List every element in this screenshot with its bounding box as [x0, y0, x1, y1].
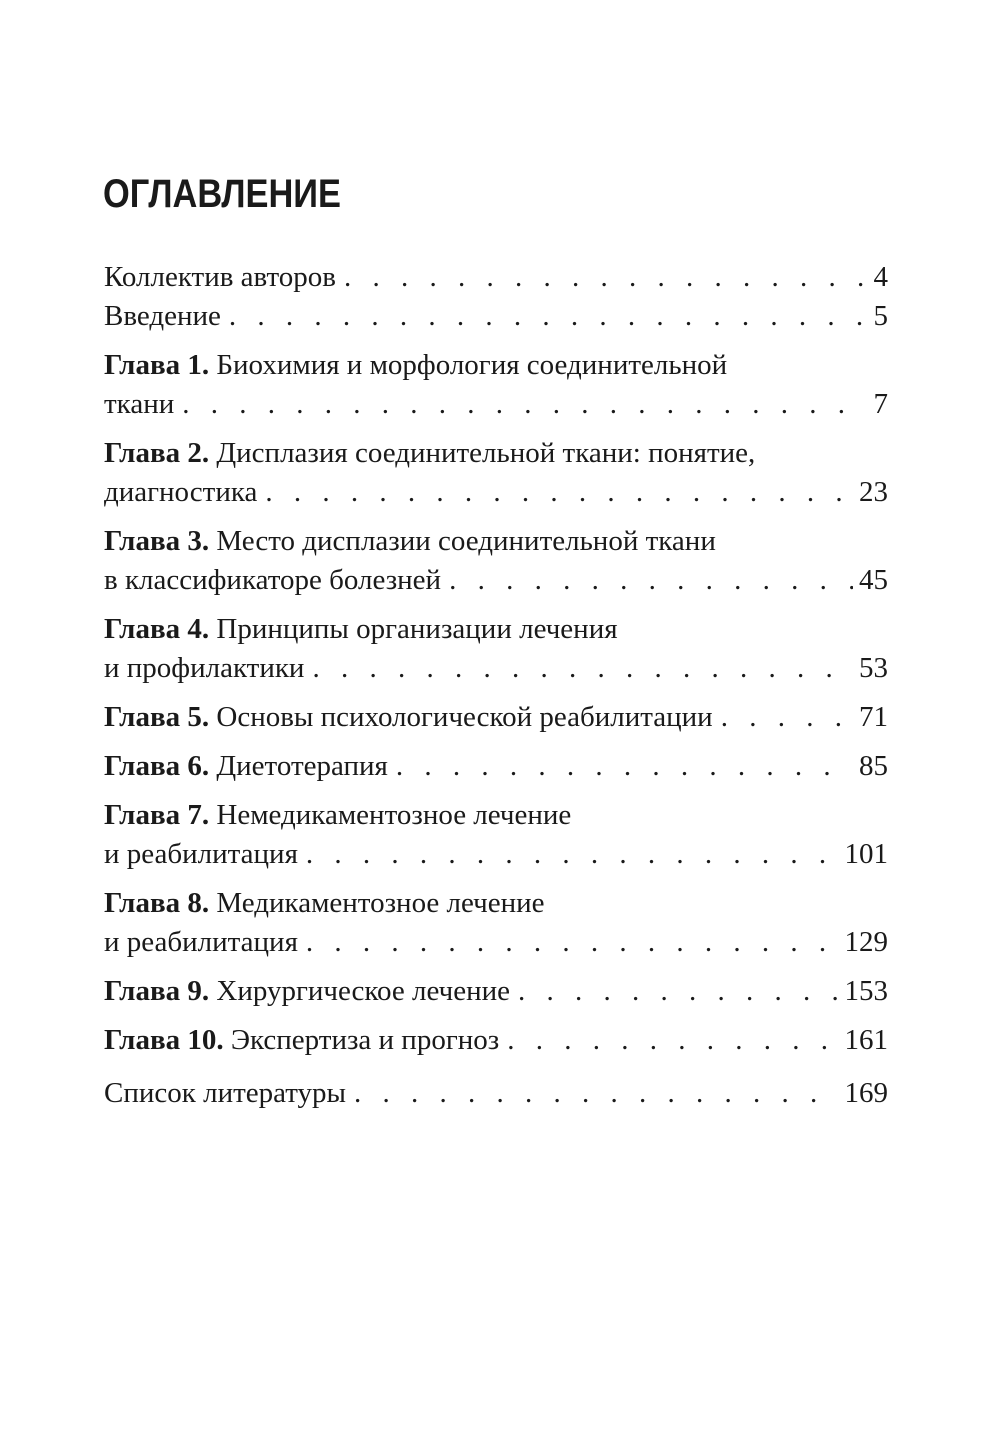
chapter-label: Глава 10.: [104, 1024, 224, 1056]
toc-entry-title: Немедикаментозное лечение: [216, 799, 572, 831]
toc-page-number: 5: [873, 300, 888, 332]
toc-entry-authors: [104, 258, 888, 297]
toc-page-number: 129: [844, 926, 888, 958]
toc-line: [104, 1021, 888, 1060]
dot-leader: [265, 473, 853, 512]
toc-entry-chapter-3: [104, 522, 888, 600]
toc-page-number: 7: [873, 388, 888, 420]
toc-page-number: 161: [844, 1024, 888, 1056]
chapter-label: Глава 3.: [104, 525, 210, 557]
toc-page-number: 85: [859, 750, 888, 782]
toc-page-number: 45: [859, 564, 888, 596]
toc-line: [104, 835, 888, 874]
toc-page-number: 71: [859, 701, 888, 733]
toc-entry-chapter-1: [104, 346, 888, 424]
dot-leader: [354, 1074, 838, 1113]
dot-leader: [306, 835, 839, 874]
dot-leader: [518, 972, 839, 1011]
toc-page-number: 53: [859, 652, 888, 684]
toc-entry-references: [104, 1074, 888, 1113]
dot-leader: [449, 561, 853, 600]
toc-entry-title-continued: в классификаторе болезней: [104, 564, 442, 596]
toc-entry-title-continued: диагностика: [104, 476, 258, 508]
toc-entry-chapter-2: [104, 434, 888, 512]
dot-leader: [721, 698, 853, 737]
toc-entry-title: Место дисплазии соединительной ткани: [216, 525, 716, 557]
toc-entry-title: Биохимия и морфология соединительной: [216, 349, 728, 381]
toc-page-number: 101: [844, 838, 888, 870]
toc-page-number: 23: [859, 476, 888, 508]
toc-line: [104, 649, 888, 688]
toc-line: [104, 884, 888, 923]
toc-page-number: 153: [844, 975, 888, 1007]
dot-leader: [229, 297, 868, 336]
toc-entry-title: Введение: [104, 300, 221, 332]
toc-entry-chapter-4: [104, 610, 888, 688]
dot-leader: [182, 385, 867, 424]
toc-line: [104, 385, 888, 424]
toc-line: [104, 1074, 888, 1113]
toc-entry-title: Принципы организации лечения: [216, 613, 618, 645]
chapter-label: Глава 8.: [104, 887, 210, 919]
chapter-label: Глава 4.: [104, 613, 210, 645]
dot-leader: [507, 1021, 838, 1060]
toc-line: [104, 747, 888, 786]
toc-page-number: 169: [844, 1077, 888, 1109]
toc-line: [104, 698, 888, 737]
toc-line: [104, 796, 888, 835]
chapter-label: Глава 6.: [104, 750, 210, 782]
toc-entry-title-continued: ткани: [104, 388, 175, 420]
page-title: ОГЛАВЛЕНИЕ: [103, 172, 341, 216]
toc-entry-title: Коллектив авторов: [104, 261, 336, 293]
toc-entry-title: Дисплазия соединительной ткани: понятие,: [216, 437, 756, 469]
toc-page-number: 4: [873, 261, 888, 293]
toc-line: [104, 258, 888, 297]
toc-entry-title-continued: и профилактики: [104, 652, 305, 684]
table-of-contents: [104, 258, 888, 1113]
chapter-label: Глава 1.: [104, 349, 210, 381]
chapter-label: Глава 7.: [104, 799, 210, 831]
toc-entry-title-continued: и реабилитация: [104, 926, 298, 958]
toc-entry-chapter-8: [104, 884, 888, 962]
dot-leader: [344, 258, 868, 297]
toc-entry-title: Список литературы: [104, 1077, 347, 1109]
toc-entry-introduction: [104, 297, 888, 336]
toc-entry-title: Медикаментозное лечение: [216, 887, 545, 919]
toc-entry-title: Диетотерапия: [216, 750, 388, 782]
toc-line: [104, 297, 888, 336]
toc-line: [104, 522, 888, 561]
toc-line: [104, 610, 888, 649]
dot-leader: [312, 649, 853, 688]
toc-line: [104, 923, 888, 962]
toc-entry-chapter-7: [104, 796, 888, 874]
toc-line: [104, 561, 888, 600]
dot-leader: [396, 747, 853, 786]
toc-line: [104, 346, 888, 385]
chapter-label: Глава 2.: [104, 437, 210, 469]
toc-entry-chapter-10: [104, 1021, 888, 1060]
toc-entry-chapter-6: [104, 747, 888, 786]
toc-entry-chapter-5: [104, 698, 888, 737]
toc-entry-chapter-9: [104, 972, 888, 1011]
toc-entry-title: Экспертиза и прогноз: [230, 1024, 500, 1056]
toc-entry-title: Хирургическое лечение: [216, 975, 510, 1007]
toc-line: [104, 972, 888, 1011]
dot-leader: [306, 923, 839, 962]
toc-entry-title: Основы психологической реабилитации: [216, 701, 713, 733]
toc-line: [104, 473, 888, 512]
chapter-label: Глава 9.: [104, 975, 210, 1007]
toc-line: [104, 434, 888, 473]
toc-entry-title-continued: и реабилитация: [104, 838, 298, 870]
chapter-label: Глава 5.: [104, 701, 210, 733]
